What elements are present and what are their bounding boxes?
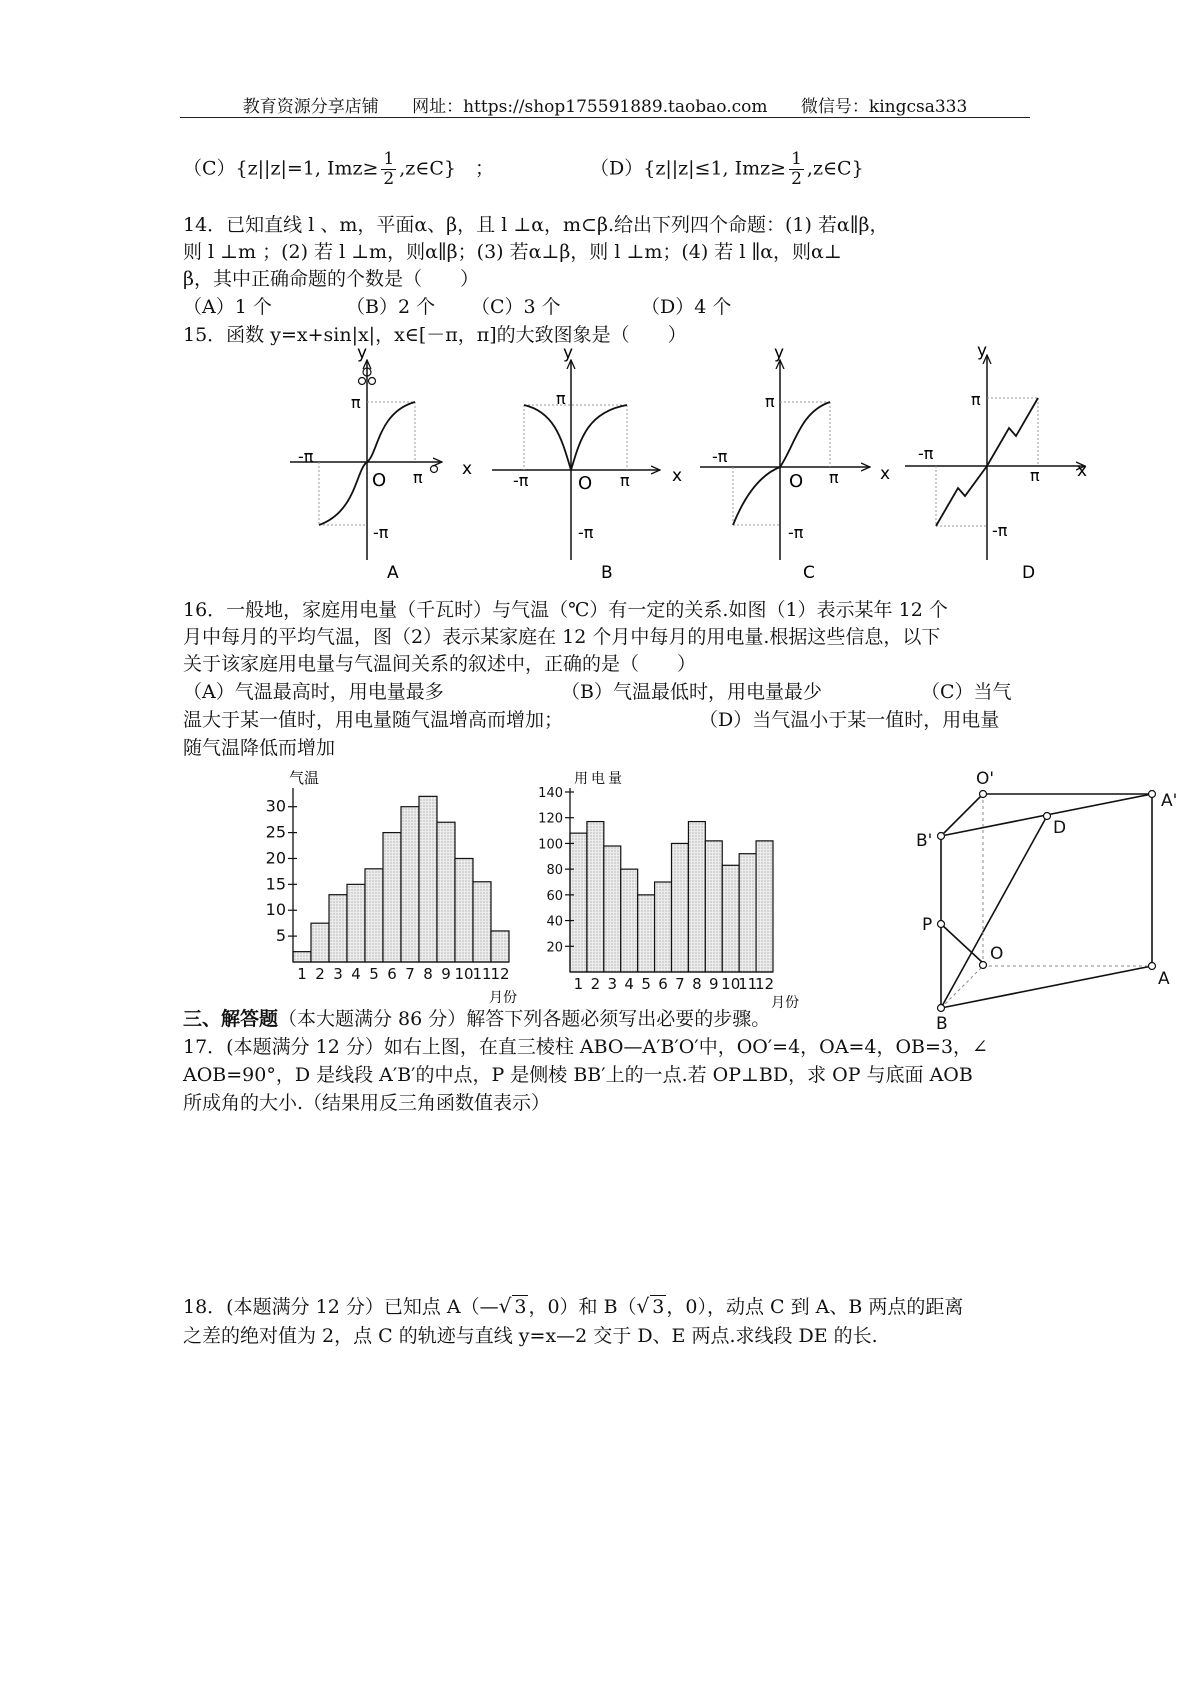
page-header (180, 92, 1030, 117)
electricity-bar (587, 822, 604, 972)
q13-option-c (183, 150, 494, 189)
q15-text: 15．函数 y=x+sin|x|，x∈[－π，π]的大致图象是（ ） (183, 324, 687, 346)
q17-line-3: 所成角的大小.（结果用反三角函数值表示） (183, 1092, 551, 1114)
graph-a-origin: O (372, 470, 387, 491)
q16-line-6: 随气温降低而增加 (183, 737, 336, 759)
q13-option-d (590, 150, 864, 189)
prism-label-a: A (1158, 969, 1170, 989)
electricity-x-tick-label: 1 (573, 975, 584, 993)
temperature-chart (255, 766, 525, 1006)
temperature-bar (401, 807, 419, 962)
frac-num: 1 (791, 149, 802, 169)
electricity-y-tick-label: 40 (546, 914, 563, 930)
graph-c-neg-pi-x: -π (712, 447, 728, 466)
electricity-bar (739, 854, 756, 972)
electricity-bar (638, 895, 655, 972)
electricity-y-tick-label: 80 (546, 863, 563, 879)
temperature-x-tick-label: 2 (315, 965, 325, 983)
q14-option-c: （C）3 个 (471, 296, 561, 318)
temperature-x-tick-label: 6 (387, 965, 397, 983)
q13-d-pre: （D）{z||z|≤1, Imz≥ (590, 157, 787, 180)
graph-b-pi-x: π (620, 471, 630, 490)
electricity-y-tick-label: 100 (538, 837, 563, 853)
temperature-chart-xlabel: 月份 (489, 990, 517, 1006)
q14-line-3: β，其中正确命题的个数是（ ） (183, 268, 479, 290)
electricity-y-tick-label: 120 (538, 811, 563, 827)
graph-d (905, 341, 1087, 583)
graph-c (700, 343, 890, 583)
temperature-x-tick-label: 4 (351, 965, 361, 983)
q14-options (183, 293, 731, 321)
graph-c-y-label: y (774, 343, 785, 363)
graph-c-origin: O (789, 471, 804, 492)
temperature-bar (383, 833, 401, 962)
temperature-bar (491, 931, 509, 962)
graph-c-x-label: x (880, 464, 891, 484)
graph-c-label: C (803, 563, 815, 583)
header-url: 网址：https://shop175591889.taobao.com (412, 97, 768, 117)
graph-a-label: A (387, 563, 399, 583)
section-3-desc: （本大题满分 86 分）解答下列各题必须写出必要的步骤。 (278, 1008, 771, 1030)
temperature-chart-ylabel: 气温 (289, 769, 320, 787)
sqrt-symbol: √ (636, 1294, 650, 1318)
electricity-bar (621, 869, 638, 972)
graph-c-pi-y: π (765, 392, 775, 411)
q16-line-5 (183, 706, 999, 734)
graph-d-pi-x: π (1030, 466, 1040, 485)
graph-a-neg-pi-x: -π (298, 447, 314, 466)
q13-c-post: ,z∈C} ； (399, 157, 494, 180)
graph-d-label: D (1022, 563, 1036, 583)
temperature-x-tick-label: 12 (490, 965, 510, 983)
q16-line-1: 16．一般地，家庭用电量（千瓦时）与气温（℃）有一定的关系.如图（1）表示某年 12 个 (183, 599, 948, 621)
q16-option-d: （D）当气温小于某一值时，用电量 (699, 709, 1000, 731)
q18-post: ，0），动点 C 到 A、B 两点的距离 (666, 1296, 964, 1318)
q16-option-c-end: 温大于某一值时，用电量随气温增高而增加； (183, 709, 564, 731)
electricity-chart (530, 766, 820, 1011)
temperature-x-tick-label: 7 (405, 965, 415, 983)
prism-label-b-prime: B' (916, 831, 933, 851)
q16-line-3: 关于该家庭用电量与气温间关系的叙述中，正确的是（ ） (183, 653, 697, 675)
temperature-bar (347, 884, 365, 962)
electricity-x-tick-label: 5 (641, 975, 651, 993)
electricity-y-tick-label: 60 (546, 888, 563, 904)
frac-den: 2 (383, 169, 395, 189)
electricity-bar (570, 833, 587, 972)
q18-sqrt-a: 3 (514, 1296, 527, 1318)
graph-c-neg-pi-y: -π (788, 523, 804, 542)
q16-option-c-start: （C）当气 (921, 681, 1012, 703)
q17-line-1: 17．(本题满分 12 分）如右上图，在直三棱柱 ABO—A′B′O′中，OO′=4，OA=4，OB=3，∠ (183, 1036, 988, 1058)
graph-b-x-label: x (672, 466, 683, 486)
electricity-bar (722, 865, 739, 972)
prism-figure (900, 766, 1180, 1036)
graph-a-y-label: y (357, 343, 368, 363)
graph-b-origin: O (578, 473, 593, 494)
electricity-x-tick-label: 9 (709, 975, 719, 993)
graph-b (492, 343, 682, 583)
prism-label-o-prime: O' (976, 769, 995, 789)
temperature-bar (455, 858, 473, 962)
electricity-y-tick-label: 20 (546, 940, 563, 956)
header-shop: 教育资源分享店铺 (242, 97, 379, 117)
temperature-y-tick-label: 10 (265, 900, 286, 920)
graph-b-pi-y: π (556, 389, 566, 408)
graph-d-x-label: x (1077, 461, 1088, 481)
temperature-y-tick-label: 5 (275, 926, 286, 946)
temperature-bar (293, 952, 311, 962)
graph-a-x-label: x (462, 459, 473, 479)
q16-option-b: （B）气温最低时，用电量最少 (561, 681, 822, 703)
temperature-bar (329, 895, 347, 962)
temperature-x-tick-label: 1 (297, 965, 307, 983)
prism-label-b: B (936, 1014, 948, 1034)
prism-label-a-prime: A' (1161, 791, 1178, 811)
graph-d-pi-y: π (971, 390, 981, 409)
q18-line-2: 之差的绝对值为 2，点 C 的轨迹与直线 y=x—2 交于 D、E 两点.求线段 DE 的长. (183, 1325, 878, 1347)
electricity-x-tick-label: 4 (624, 975, 634, 993)
electricity-chart-xlabel: 月份 (771, 995, 799, 1011)
q13-c-pre: （C）{z||z|=1, Imz≥ (183, 157, 379, 180)
temperature-bar (311, 923, 329, 962)
electricity-x-tick-label: 7 (675, 975, 685, 993)
temperature-bar (365, 869, 383, 962)
temperature-x-tick-label: 3 (333, 965, 343, 983)
q14-option-d: （D）4 个 (641, 296, 732, 318)
temperature-y-tick-label: 15 (265, 874, 286, 894)
graph-d-neg-pi-x: -π (918, 444, 934, 463)
graph-d-neg-pi-y: -π (992, 521, 1008, 540)
q14-option-b: （B）2 个 (346, 296, 436, 318)
temperature-x-tick-label: 5 (369, 965, 379, 983)
header-wechat: 微信号：kingcsa333 (800, 97, 968, 117)
electricity-x-tick-label: 10 (721, 975, 741, 993)
q18-sqrt-b: 3 (652, 1296, 665, 1318)
graph-a-pi-y: π (351, 393, 361, 412)
electricity-bar (756, 841, 773, 972)
temperature-y-tick-label: 20 (265, 848, 286, 868)
electricity-x-tick-label: 3 (607, 975, 618, 993)
electricity-y-tick-label: 140 (538, 786, 563, 801)
graph-c-pi-x: π (829, 468, 839, 487)
graph-b-y-label: y (563, 343, 574, 363)
electricity-x-tick-label: 6 (658, 975, 668, 993)
graph-b-label: B (601, 563, 613, 583)
graph-a-neg-pi-y: -π (373, 523, 389, 542)
q14-line-1: 14．已知直线 l 、m，平面α、β，且 l ⊥α，m⊂β.给出下列四个命题：(1) 若α∥β， (183, 214, 889, 236)
frac-num: 1 (383, 149, 395, 169)
sqrt-symbol: √ (498, 1294, 512, 1318)
temperature-x-tick-label: 10 (454, 965, 474, 983)
electricity-bar (705, 841, 722, 972)
electricity-x-tick-label: 8 (692, 975, 702, 993)
graph-d-y-label: y (977, 341, 988, 361)
frac-den: 2 (791, 169, 802, 189)
temperature-bar (419, 796, 437, 962)
temperature-bar (437, 822, 455, 962)
q14-line-2: 则 l ⊥m ；(2) 若 l ⊥m，则α∥β；(3) 若α⊥β，则 l ⊥m；(4) 若 l ∥α，则α⊥ (183, 241, 842, 263)
q18-pre: 18．(本题满分 12 分）已知点 A（— (183, 1296, 499, 1318)
electricity-bar (604, 846, 621, 972)
q15-graphs (0, 340, 1200, 590)
electricity-bar (688, 822, 705, 972)
temperature-x-tick-label: 8 (423, 965, 433, 983)
prism-label-d: D (1053, 818, 1067, 838)
header-rule (180, 117, 1030, 118)
electricity-x-tick-label: 12 (754, 975, 775, 993)
q16-line-2: 月中每月的平均气温，图（2）表示某家庭在 12 个月中每月的用电量.根据这些信息，以下 (183, 626, 941, 648)
q17-line-2: AOB=90°，D 是线段 A′B′的中点，P 是侧棱 BB′上的一点.若 OP⊥BD，求 OP 与底面 AOB (183, 1064, 973, 1086)
graph-a-pi-x: π (413, 468, 423, 487)
temperature-x-tick-label: 11 (472, 965, 492, 983)
electricity-x-tick-label: 2 (590, 975, 601, 993)
q18-line-1 (183, 1292, 963, 1321)
prism-label-o: O (990, 944, 1004, 964)
electricity-bar (655, 882, 672, 972)
q13-c-fraction (381, 150, 396, 189)
section-3-title: 三、解答题 (183, 1008, 279, 1030)
temperature-y-tick-label: 25 (265, 822, 286, 842)
electricity-x-tick-label: 11 (738, 975, 758, 993)
q13-d-fraction (789, 150, 804, 189)
prism-label-p: P (922, 915, 933, 935)
electricity-chart-ylabel: 用电量 (574, 771, 625, 787)
section-3-heading (183, 1005, 770, 1033)
q16-option-a: （A）气温最高时，用电量最多 (183, 681, 444, 703)
temperature-x-tick-label: 9 (441, 965, 451, 983)
temperature-bar (473, 882, 491, 962)
q14-option-a: （A）1 个 (183, 296, 272, 318)
graph-b-neg-pi-x: -π (513, 471, 529, 490)
temperature-y-tick-label: 30 (265, 796, 286, 816)
q18-mid: ，0）和 B（ (528, 1296, 637, 1318)
electricity-bar (672, 843, 689, 972)
q13-d-post: ,z∈C} (806, 157, 864, 180)
graph-b-neg-pi-y: -π (578, 523, 594, 542)
q16-line-4 (183, 678, 1012, 706)
graph-a (290, 343, 472, 583)
